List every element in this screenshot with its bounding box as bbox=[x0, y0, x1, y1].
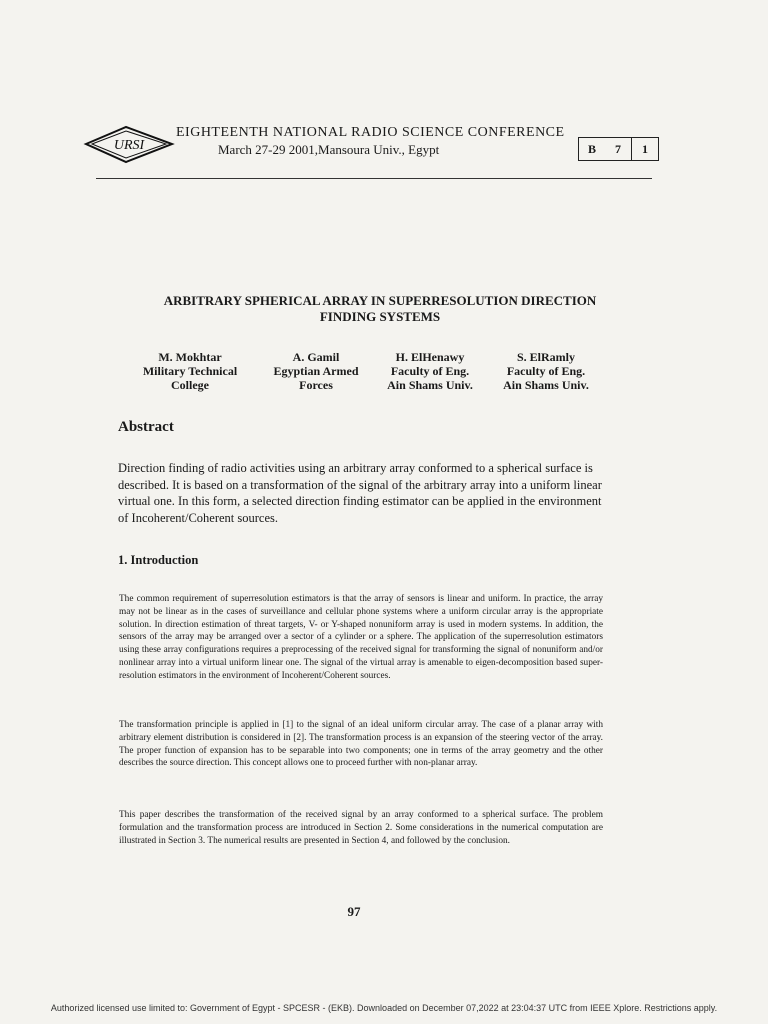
introduction-paragraph: The transformation principle is applied in [1] to the signal of an ideal uniform circular array. The case of a planar array with arbitrary element distribution is considered in [2]. The transformation process is an expansion of the steering vector of the array. The proper function of expansion has to be separable into two components; one in terms of the array geometry and the other describes the source direction. This concept allows one to proceed further with non-planar array. bbox=[119, 720, 603, 769]
paper-code-page: 1 bbox=[642, 141, 648, 156]
author-1 bbox=[136, 350, 244, 392]
ursi-logo bbox=[82, 122, 176, 168]
author-name: H. ElHenawy bbox=[395, 350, 465, 364]
header-divider bbox=[96, 178, 652, 179]
page-number: 97 bbox=[347, 904, 361, 919]
author-affiliation: College bbox=[171, 378, 209, 392]
ieee-license-footer: Authorized licensed use limited to: Government of Egypt - SPCESR - (EKB). Downloaded on December 07,2022 at 23:04:37 UTC from IEEE Xplore. Restrictions apply. bbox=[50, 1003, 718, 1013]
author-name: S. ElRamly bbox=[516, 350, 575, 364]
author-affiliation: Military Technical bbox=[142, 364, 238, 378]
conference-title: EIGHTEENTH NATIONAL RADIO SCIENCE CONFERENCE bbox=[176, 125, 565, 140]
author-affiliation: Faculty of Eng. bbox=[390, 364, 470, 378]
author-affiliation: Egyptian Armed bbox=[273, 364, 359, 378]
author-2 bbox=[266, 350, 366, 392]
author-3 bbox=[380, 350, 480, 392]
author-name: A. Gamil bbox=[292, 350, 340, 364]
author-4 bbox=[496, 350, 596, 392]
paper-code-number: 7 bbox=[605, 138, 632, 160]
abstract-text: Direction finding of radio activities using an arbitrary array conformed to a spherical surface is described. It is based on a transformation of the signal of the arbitrary array into a uniform linear virtual one. In this form, a selected direction finding estimator can be applied in the environment of Incoherent/Coherent sources. bbox=[118, 461, 602, 525]
paper-title-line-2: FINDING SYSTEMS bbox=[319, 309, 441, 324]
abstract-heading: Abstract bbox=[118, 419, 174, 435]
author-affiliation: Ain Shams Univ. bbox=[387, 378, 473, 392]
paper-title bbox=[100, 293, 660, 325]
paper-code-box bbox=[578, 137, 659, 161]
conference-date-location: March 27-29 2001,Mansoura Univ., Egypt bbox=[218, 142, 440, 157]
introduction-heading: 1. Introduction bbox=[118, 553, 199, 567]
paper-title-line-1: ARBITRARY SPHERICAL ARRAY IN SUPERRESOLUTION DIRECTION bbox=[163, 293, 597, 308]
paper-code-section: B bbox=[587, 141, 596, 156]
logo-text: URSI bbox=[113, 138, 145, 153]
introduction-paragraph: This paper describes the transformation of the received signal by an array conformed to a spherical surface. The problem formulation and the transformation process are introduced in Section 2. Some considerations in the numerical computation are illustrated in Section 3. The numerical results are presented in Section 4, and followed by the conclusion. bbox=[119, 810, 603, 846]
author-affiliation: Forces bbox=[299, 378, 333, 392]
author-affiliation: Ain Shams Univ. bbox=[503, 378, 589, 392]
author-name: M. Mokhtar bbox=[158, 350, 222, 364]
introduction-paragraph: The common requirement of superresolution estimators is that the array of sensors is linear and uniform. In practice, the array may not be linear as in the cases of surveillance and cellular phone systems where a uniform circular array is the appropriate solution. In direction estimation of threat targets, V- or Y-shaped nonuniform array is used in modern systems. In addition, the sensors of the array may be arranged over a sector of a cylinder or a sphere. The application of the superresolution estimators using these array configurations requires a preprocessing of the received signal for transforming the signal of nonuniform and/or nonlinear array into a virtual uniform linear one. The signal of the virtual array is amenable to eigen-decomposition based super-resolution estimators in the environment of Incoherent/Coherent sources. bbox=[119, 594, 603, 681]
author-affiliation: Faculty of Eng. bbox=[506, 364, 586, 378]
